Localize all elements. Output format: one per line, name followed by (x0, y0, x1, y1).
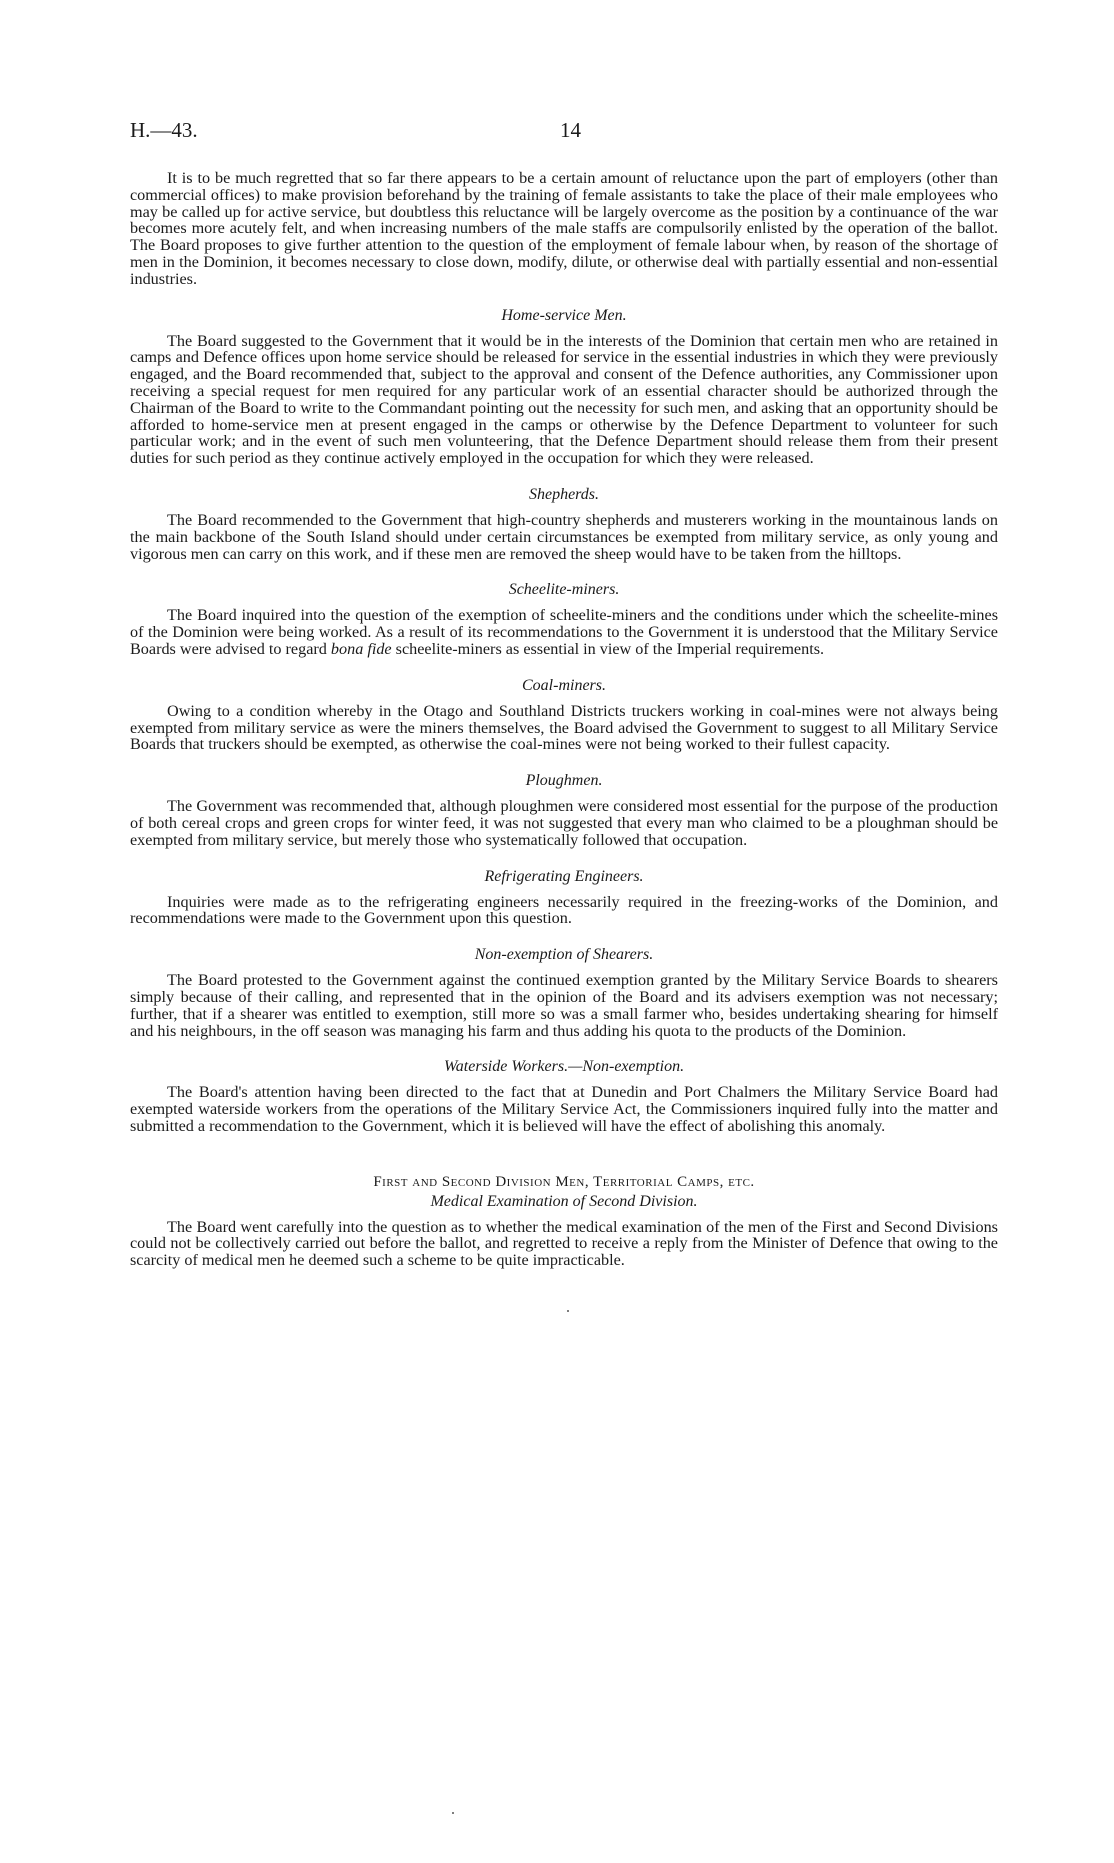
section-paragraph: The Board protested to the Government against the continued exemption granted by the Military Service Boards to shearers simply because of their calling, and represented that in the opinion of the Board and its advisers exemption was not necessary; further, that if a shearer was entitled to exemption, still more so was a small farmer who, besides undertaking shearing for himself and his neighbours, in the off season was managing his farm and thus adding his quota to the products of the Dominion. (130, 971, 998, 1040)
section-heading: Home-service Men. (501, 306, 627, 324)
section-home-service-men (130, 307, 998, 467)
section-paragraph: The Government was recommended that, although ploughmen were considered most essential for the purpose of the production of both cereal crops and green crops for winter feed, it was not suggested that every man who claimed to be a ploughman should be exempted from military service, but merely those who systematically followed that occupation. (130, 797, 998, 849)
section-scheelite-miners (130, 581, 998, 657)
section-heading: Coal-miners. (522, 676, 606, 694)
division-paragraph: The Board went carefully into the question as to whether the medical examination of the men of the First and Second Divisions could not be collectively carried out before the ballot, and regretted to receive a reply from the Minister of Defence that owing to the scarcity of medical men he deemed such a scheme to be quite impracticable. (130, 1217, 998, 1270)
page-body (130, 170, 998, 1269)
print-speck (452, 1812, 454, 1814)
document-reference: H.—43. (130, 118, 198, 142)
print-speck (567, 1310, 569, 1312)
section-paragraph: Owing to a condition whereby in the Otago and Southland Districts truckers working in coal-mines were not always being exempted from military service as were the miners themselves, the Board advised the Government to suggest to all Military Service Boards that truckers should be exempted, as otherwise the coal-mines were not being worked to their fullest capacity. (130, 701, 998, 754)
section-heading: Ploughmen. (525, 772, 603, 790)
section-shepherds (130, 486, 998, 562)
italic-phrase: bona fide (330, 639, 392, 658)
section-heading: Non-exemption of Shearers. (474, 946, 654, 964)
page-number: 14 (560, 118, 581, 142)
section-paragraph: Inquiries were made as to the refrigerating engineers necessarily required in the freezing-works of the Dominion, and recommendations were made to the Government upon this question. (130, 892, 998, 928)
section-non-exemption-shearers (130, 946, 998, 1039)
paragraph-text: The Board inquired into the question of the exemption of scheelite-miners and the conditions under which the scheelite-mines of the Dominion were being worked. As a result of its recommendations to the Government it is understood that the Military Service Boards were advised to regard (130, 606, 998, 658)
section-ploughmen (130, 772, 998, 848)
section-waterside-workers (130, 1058, 998, 1134)
section-paragraph: The Board recommended to the Government that high-country shepherds and musterers working in the mountainous lands on the main backbone of the South Island should under certain circumstances be exempted from military service, as only young and vigorous men can carry on this work, and if these men are removed the sheep would have to be taken from the hilltops. (130, 510, 998, 563)
page-header (130, 118, 998, 148)
section-division-men (130, 1173, 998, 1269)
division-heading: First and Second Division Men, Territorial Camps, etc. (373, 1173, 755, 1190)
section-coal-miners (130, 677, 998, 753)
section-paragraph: The Board suggested to the Government that it would be in the interests of the Dominion that certain men who are retained in camps and Defence offices upon home service should be released for service in the essential industries in which they were previously engaged, and the Board recommended that, subject to the approval and consent of the Defence authorities, any Commissioner upon receiving a special request for men required for any particular work of an essential character should be authorized through the Chairman of the Board to write to the Commandant pointing out the necessity for such men, and asking that an opportunity should be afforded to home-service men at present engaged in the camps or otherwise by the Defence Department to volunteer for such particular work; and in the event of such men volunteering, that the Defence Department should release them from their present duties for such period as they continue actively employed in the occupation for which they were released. (130, 331, 998, 468)
section-heading: Shepherds. (528, 485, 600, 503)
section-paragraph (130, 607, 998, 657)
intro-paragraph: It is to be much regretted that so far there appears to be a certain amount of reluctance upon the part of employers (other than commercial offices) to make provision beforehand by the training of female assistants to take the place of their male employees who may be called up for active service, but doubtless this reluctance will be largely overcome as the position by a continuance of the war becomes more acutely felt, and when increasing numbers of the male staffs are compulsorily enlisted by the operation of the ballot. The Board proposes to give further attention to the question of the employment of female labour when, by reason of the shortage of men in the Dominion, it becomes necessary to close down, modify, dilute, or otherwise deal with partially essential and non-essential industries. (130, 169, 998, 288)
section-heading: Refrigerating Engineers. (484, 867, 644, 885)
section-heading: Scheelite-miners. (508, 581, 620, 599)
division-subheading: Medical Examination of Second Division. (430, 1192, 698, 1210)
section-refrigerating-engineers (130, 868, 998, 928)
section-paragraph: The Board's attention having been directed to the fact that at Dunedin and Port Chalmers the Military Service Board had exempted waterside workers from the operations of the Military Service Act, the Commissioners inquired fully into the matter and submitted a recommendation to the Government, which it is believed will have the effect of abolishing this anomaly. (130, 1083, 998, 1135)
paragraph-text: scheelite-miners as essential in view of the Imperial requirements. (391, 639, 825, 658)
section-heading: Waterside Workers.—Non-exemption. (443, 1058, 685, 1076)
